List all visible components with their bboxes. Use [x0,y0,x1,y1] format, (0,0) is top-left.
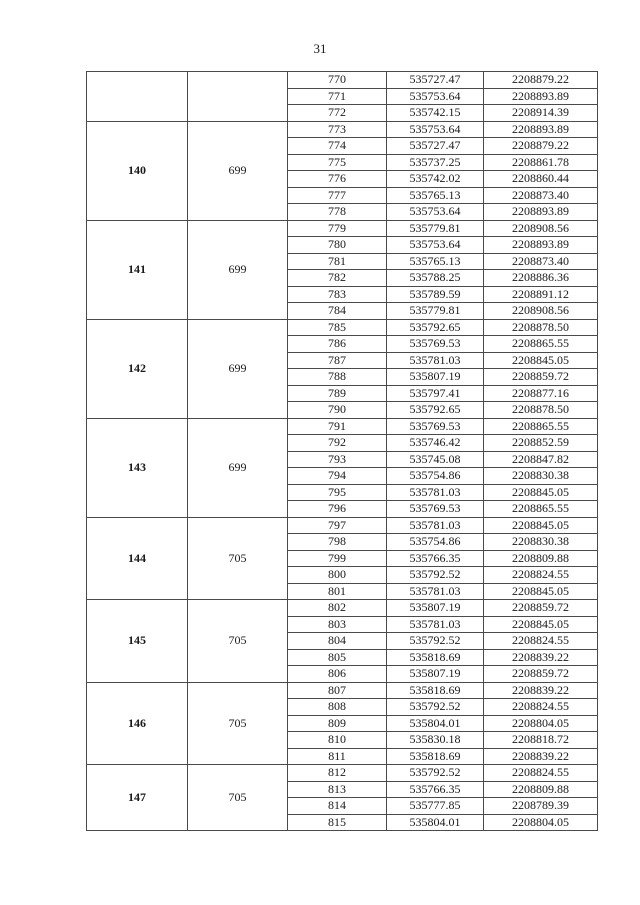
y-coordinate-cell: 2208865.55 [484,336,598,353]
x-coordinate-cell: 535727.47 [387,72,484,89]
point-number-cell: 792 [288,435,387,452]
area-cell: 699 [188,220,288,319]
parcel-number-cell: 143 [87,418,188,517]
table-row [87,319,598,336]
x-coordinate-cell: 535769.53 [387,336,484,353]
y-coordinate-cell: 2208860.44 [484,171,598,188]
point-number-cell: 776 [288,171,387,188]
table-row [87,517,598,534]
y-coordinate-cell: 2208891.12 [484,286,598,303]
y-coordinate-cell: 2208878.50 [484,319,598,336]
y-coordinate-cell: 2208804.05 [484,814,598,831]
x-coordinate-cell: 535754.86 [387,534,484,551]
y-coordinate-cell: 2208865.55 [484,418,598,435]
point-number-cell: 794 [288,468,387,485]
parcel-number-cell: 144 [87,517,188,600]
point-number-cell: 793 [288,451,387,468]
point-number-cell: 772 [288,105,387,122]
area-cell: 699 [188,121,288,220]
y-coordinate-cell: 2208845.05 [484,517,598,534]
point-number-cell: 787 [288,352,387,369]
point-number-cell: 810 [288,732,387,749]
y-coordinate-cell: 2208859.72 [484,666,598,683]
point-number-cell: 815 [288,814,387,831]
x-coordinate-cell: 535769.53 [387,501,484,518]
parcel-number-cell: 147 [87,765,188,831]
x-coordinate-cell: 535818.69 [387,748,484,765]
area-cell: 705 [188,517,288,600]
y-coordinate-cell: 2208893.89 [484,88,598,105]
x-coordinate-cell: 535779.81 [387,303,484,320]
point-number-cell: 812 [288,765,387,782]
x-coordinate-cell: 535765.13 [387,187,484,204]
point-number-cell: 788 [288,369,387,386]
y-coordinate-cell: 2208830.38 [484,468,598,485]
point-number-cell: 813 [288,781,387,798]
x-coordinate-cell: 535727.47 [387,138,484,155]
coordinates-table [86,71,598,831]
y-coordinate-cell: 2208824.55 [484,633,598,650]
table-row [87,121,598,138]
x-coordinate-cell: 535789.59 [387,286,484,303]
y-coordinate-cell: 2208893.89 [484,121,598,138]
x-coordinate-cell: 535807.19 [387,666,484,683]
point-number-cell: 791 [288,418,387,435]
y-coordinate-cell: 2208914.39 [484,105,598,122]
x-coordinate-cell: 535792.52 [387,567,484,584]
x-coordinate-cell: 535792.65 [387,319,484,336]
y-coordinate-cell: 2208824.55 [484,699,598,716]
y-coordinate-cell: 2208859.72 [484,369,598,386]
y-coordinate-cell: 2208877.16 [484,385,598,402]
area-cell [188,72,288,122]
area-cell: 705 [188,765,288,831]
point-number-cell: 804 [288,633,387,650]
parcel-number-cell: 142 [87,319,188,418]
point-number-cell: 809 [288,715,387,732]
y-coordinate-cell: 2208893.89 [484,204,598,221]
x-coordinate-cell: 535792.65 [387,402,484,419]
x-coordinate-cell: 535753.64 [387,204,484,221]
y-coordinate-cell: 2208809.88 [484,550,598,567]
area-cell: 699 [188,418,288,517]
table-row [87,765,598,782]
y-coordinate-cell: 2208789.39 [484,798,598,815]
x-coordinate-cell: 535766.35 [387,781,484,798]
point-number-cell: 795 [288,484,387,501]
x-coordinate-cell: 535746.42 [387,435,484,452]
y-coordinate-cell: 2208845.05 [484,352,598,369]
x-coordinate-cell: 535766.35 [387,550,484,567]
point-number-cell: 784 [288,303,387,320]
y-coordinate-cell: 2208839.22 [484,649,598,666]
point-number-cell: 771 [288,88,387,105]
y-coordinate-cell: 2208804.05 [484,715,598,732]
y-coordinate-cell: 2208865.55 [484,501,598,518]
x-coordinate-cell: 535807.19 [387,600,484,617]
point-number-cell: 805 [288,649,387,666]
point-number-cell: 782 [288,270,387,287]
point-number-cell: 786 [288,336,387,353]
y-coordinate-cell: 2208852.59 [484,435,598,452]
point-number-cell: 797 [288,517,387,534]
table-row [87,600,598,617]
x-coordinate-cell: 535765.13 [387,253,484,270]
x-coordinate-cell: 535769.53 [387,418,484,435]
point-number-cell: 799 [288,550,387,567]
point-number-cell: 779 [288,220,387,237]
point-number-cell: 790 [288,402,387,419]
point-number-cell: 770 [288,72,387,89]
x-coordinate-cell: 535777.85 [387,798,484,815]
point-number-cell: 800 [288,567,387,584]
x-coordinate-cell: 535792.52 [387,633,484,650]
table-row [87,682,598,699]
x-coordinate-cell: 535737.25 [387,154,484,171]
y-coordinate-cell: 2208847.82 [484,451,598,468]
coordinates-table-body [87,72,598,831]
x-coordinate-cell: 535830.18 [387,732,484,749]
area-cell: 705 [188,600,288,683]
table-row [87,72,598,89]
parcel-number-cell: 145 [87,600,188,683]
y-coordinate-cell: 2208861.78 [484,154,598,171]
parcel-number-cell: 141 [87,220,188,319]
y-coordinate-cell: 2208886.36 [484,270,598,287]
y-coordinate-cell: 2208824.55 [484,567,598,584]
x-coordinate-cell: 535779.81 [387,220,484,237]
x-coordinate-cell: 535753.64 [387,237,484,254]
area-cell: 699 [188,319,288,418]
x-coordinate-cell: 535792.52 [387,699,484,716]
y-coordinate-cell: 2208873.40 [484,187,598,204]
y-coordinate-cell: 2208830.38 [484,534,598,551]
x-coordinate-cell: 535742.02 [387,171,484,188]
x-coordinate-cell: 535745.08 [387,451,484,468]
y-coordinate-cell: 2208859.72 [484,600,598,617]
parcel-number-cell: 140 [87,121,188,220]
point-number-cell: 778 [288,204,387,221]
point-number-cell: 774 [288,138,387,155]
page-number: 31 [313,41,327,56]
point-number-cell: 789 [288,385,387,402]
x-coordinate-cell: 535754.86 [387,468,484,485]
point-number-cell: 807 [288,682,387,699]
x-coordinate-cell: 535781.03 [387,484,484,501]
x-coordinate-cell: 535792.52 [387,765,484,782]
point-number-cell: 775 [288,154,387,171]
point-number-cell: 773 [288,121,387,138]
x-coordinate-cell: 535742.15 [387,105,484,122]
y-coordinate-cell: 2208873.40 [484,253,598,270]
x-coordinate-cell: 535781.03 [387,583,484,600]
y-coordinate-cell: 2208839.22 [484,682,598,699]
y-coordinate-cell: 2208845.05 [484,484,598,501]
y-coordinate-cell: 2208893.89 [484,237,598,254]
point-number-cell: 814 [288,798,387,815]
point-number-cell: 806 [288,666,387,683]
point-number-cell: 785 [288,319,387,336]
x-coordinate-cell: 535753.64 [387,121,484,138]
x-coordinate-cell: 535797.41 [387,385,484,402]
parcel-number-cell [87,72,188,122]
x-coordinate-cell: 535804.01 [387,814,484,831]
point-number-cell: 803 [288,616,387,633]
point-number-cell: 777 [288,187,387,204]
y-coordinate-cell: 2208879.22 [484,138,598,155]
point-number-cell: 796 [288,501,387,518]
y-coordinate-cell: 2208845.05 [484,616,598,633]
y-coordinate-cell: 2208908.56 [484,220,598,237]
y-coordinate-cell: 2208879.22 [484,72,598,89]
point-number-cell: 781 [288,253,387,270]
y-coordinate-cell: 2208845.05 [484,583,598,600]
x-coordinate-cell: 535804.01 [387,715,484,732]
table-row [87,418,598,435]
point-number-cell: 798 [288,534,387,551]
y-coordinate-cell: 2208878.50 [484,402,598,419]
parcel-number-cell: 146 [87,682,188,765]
x-coordinate-cell: 535781.03 [387,616,484,633]
x-coordinate-cell: 535818.69 [387,682,484,699]
point-number-cell: 783 [288,286,387,303]
x-coordinate-cell: 535807.19 [387,369,484,386]
x-coordinate-cell: 535781.03 [387,352,484,369]
point-number-cell: 808 [288,699,387,716]
point-number-cell: 780 [288,237,387,254]
point-number-cell: 811 [288,748,387,765]
y-coordinate-cell: 2208908.56 [484,303,598,320]
y-coordinate-cell: 2208818.72 [484,732,598,749]
x-coordinate-cell: 535753.64 [387,88,484,105]
x-coordinate-cell: 535781.03 [387,517,484,534]
y-coordinate-cell: 2208824.55 [484,765,598,782]
y-coordinate-cell: 2208839.22 [484,748,598,765]
area-cell: 705 [188,682,288,765]
x-coordinate-cell: 535788.25 [387,270,484,287]
table-row [87,220,598,237]
y-coordinate-cell: 2208809.88 [484,781,598,798]
x-coordinate-cell: 535818.69 [387,649,484,666]
point-number-cell: 801 [288,583,387,600]
point-number-cell: 802 [288,600,387,617]
